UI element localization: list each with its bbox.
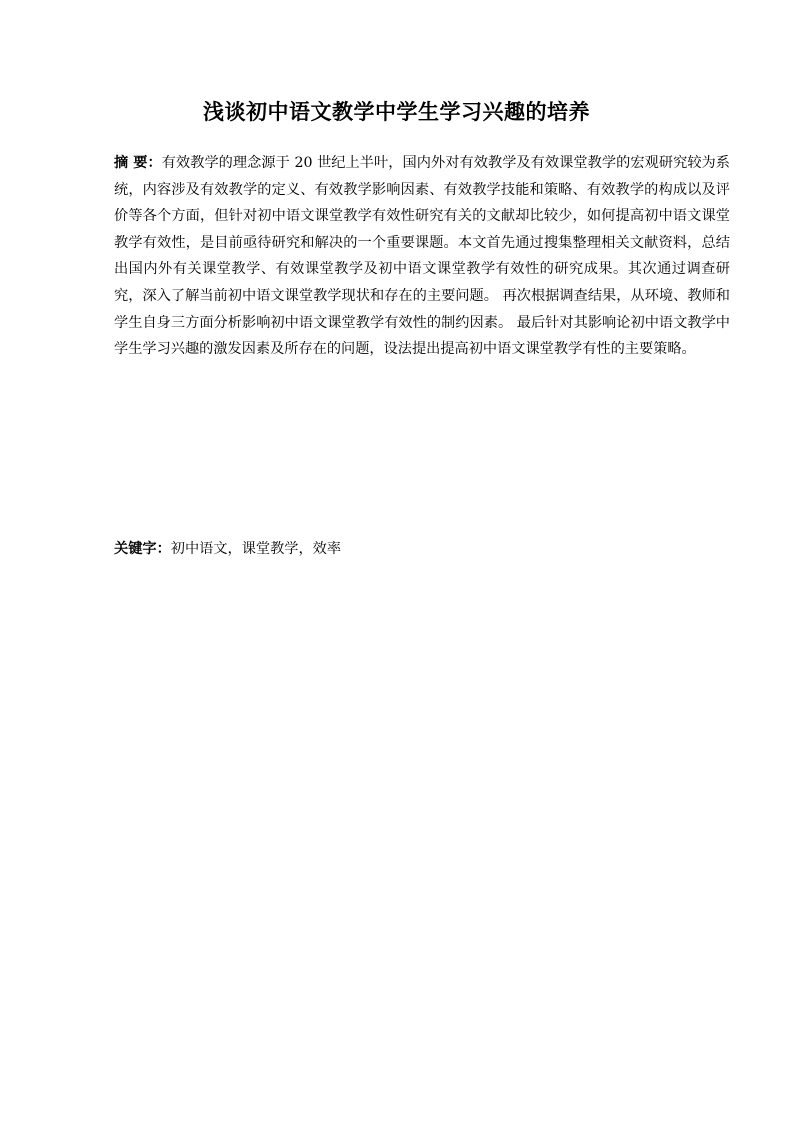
abstract-label: 摘 要：: [114, 155, 162, 171]
keywords-text: 初中语文，课堂教学，效率: [170, 541, 342, 557]
document-title: 浅谈初中语文教学中学生学习兴趣的培养: [203, 100, 590, 124]
keywords-label: 关键字：: [114, 541, 171, 557]
abstract-text: 有效教学的理念源于 20 世纪上半叶，国内外对有效教学及有效课堂教学的宏观研究较为系统，内容涉及有效教学的定义、有效教学影响因素、有效教学技能和策略、有效教学的构成以及评价等各个方面，但针对初中语文课堂教学有效性研究有关的文献却比较少，如何提高初中语文课堂教学有效性，是目前亟待研究和解决的一个重要课题。本文首先通过搜集整理相关文献资料，总结出国内外有关课堂教学、有效课堂教学及初中语文课堂教学有效性的研究成果。其次通过调查研究，深入了解当前初中语文课堂教学现状和存在的主要问题。 再次根据调查结果，从环境、教师和学生自身三方面分析影响初中语文课堂教学有效性的制约因素。 最后针对其影响论初中语文教学中学生学习兴趣的激发因素及所存在的问题，设法提出提高初中语文课堂教学有性的主要策略。: [114, 155, 730, 358]
abstract-paragraph: [114, 150, 730, 363]
keywords-paragraph: [114, 536, 730, 562]
